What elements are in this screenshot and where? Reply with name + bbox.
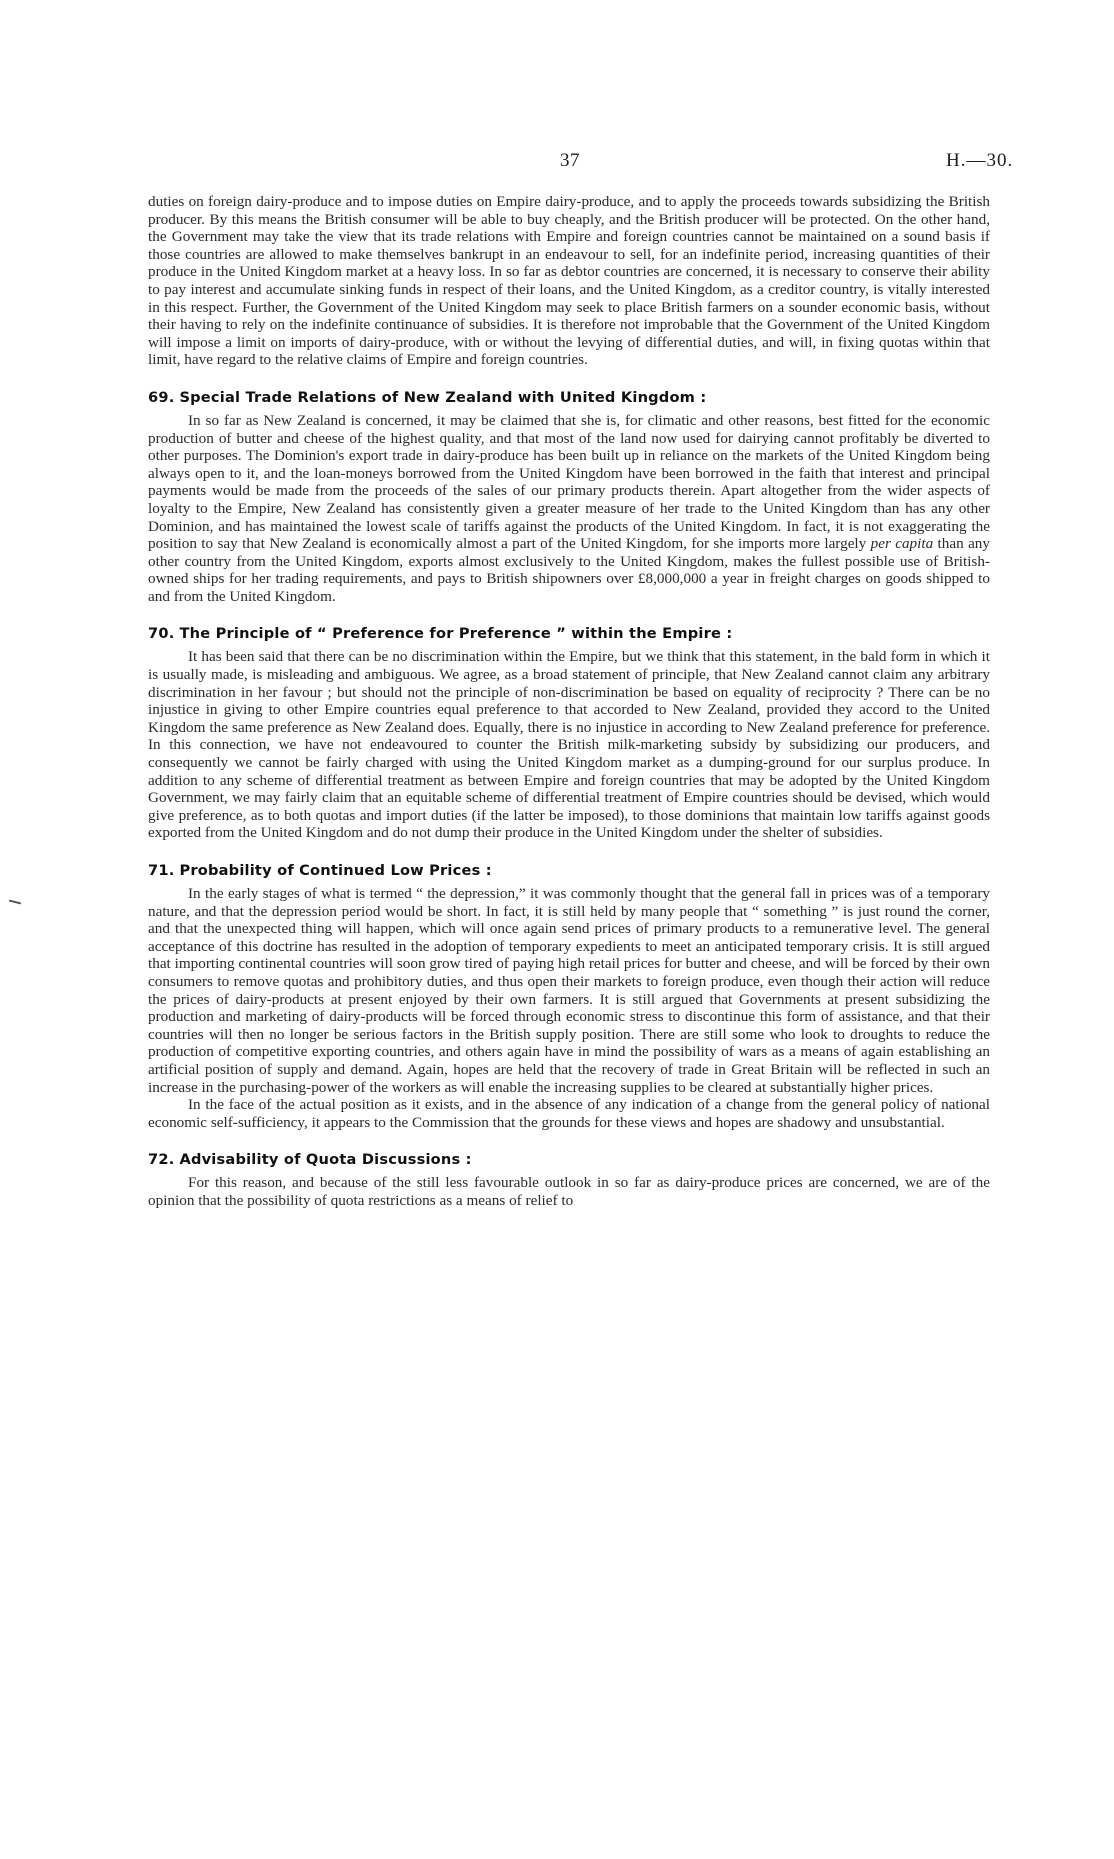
section-69-italic-text: per capita	[870, 535, 934, 553]
section-69-text-part-2: than any other country from the United Kingdom, exports almost exclusively to the United Kingdom, makes the fullest possible use of British-owned ships for her trading requirements, and pays to British shipowners over £8,000,000 a year in freight charges on goods shipped to and from the United Kingdom.	[148, 535, 990, 605]
section-71-heading	[148, 862, 990, 879]
section-70-paragraph: It has been said that there can be no discrimination within the Empire, but we think that this statement, in the bald form in which it is usually made, is misleading and ambiguous. We agree, as a broad statement of principle, that New Zealand cannot claim any arbitrary discrimination in her favour ; but should not the principle of non-discrimination be based on equality of reciprocity ? There can be no injustice in giving to other Empire countries equal preference to that accorded to New Zealand, provided they accord to the United Kingdom the same preference as New Zealand does. Equally, there is no injustice in according to New Zealand preference for preference. In this connection, we have not endeavoured to counter the British milk-marketing subsidy by subsidizing our producers, and consequently we cannot be fairly charged with using the United Kingdom market as a dumping-ground for our surplus produce. In addition to any scheme of differential treatment as between Empire and foreign countries that may be adopted by the United Kingdom Government, we may fairly claim that an equitable scheme of differential treatment of Empire countries should be devised, which would give preference, as to both quotas and import duties (if the latter be imposed), to those dominions that maintain low tariffs against goods exported from the United Kingdom and do not dump their produce in the United Kingdom under the shelter of subsidies.	[148, 648, 990, 842]
document-reference: H.—30.	[946, 150, 1014, 171]
section-72-number: 72.	[148, 1151, 175, 1169]
section-70-number: 70.	[148, 625, 175, 643]
section-72-paragraph: For this reason, and because of the still less favourable outlook in so far as dairy-produce prices are concerned, we are of the opinion that the possibility of quota restrictions as a means of relief to	[148, 1174, 990, 1209]
intro-paragraph: duties on foreign dairy-produce and to impose duties on Empire dairy-produce, and to apply the proceeds towards subsidizing the British producer. By this means the British consumer will be able to buy cheaply, and the British producer will be protected. On the other hand, the Government may take the view that its trade relations with Empire and foreign countries cannot be maintained on a sound basis if those countries are allowed to make themselves bankrupt in an endeavour to sell, for an indefinite period, increasing quantities of their produce in the United Kingdom market at a heavy loss. In so far as debtor countries are concerned, it is necessary to conserve their ability to pay interest and accumulate sinking funds in respect of their loans, and the United Kingdom, as a creditor country, is vitally interested in this respect. Further, the Government of the United Kingdom may seek to place British farmers on a sounder economic basis, without their having to rely on the indefinite continuance of subsidies. It is therefore not improbable that the Government of the United Kingdom will impose a limit on imports of dairy-produce, with or without the levying of differential duties, and will, in fixing quotas within that limit, have regard to the relative claims of Empire and foreign countries.	[148, 193, 990, 369]
section-71-paragraph-1: In the early stages of what is termed “ the depression,” it was commonly thought that the general fall in prices was of a temporary nature, and that the depression period would be short. In fact, it is still held by many people that “ something ” is just round the corner, and that the unexpected thing will happen, which will once again send prices of primary products to a remunerative level. The general acceptance of this doctrine has resulted in the adoption of temporary expedients to meet an anticipated temporary crisis. It is still argued that importing continental countries will soon grow tired of paying high retail prices for butter and cheese, and will be forced by their own consumers to remove quotas and prohibitory duties, and thus open their markets to foreign produce, even though their action will reduce the prices of dairy-products at present enjoyed by their own farmers. It is still argued that Governments at present subsidizing the production and marketing of dairy-products will be forced through economic stress to discontinue this form of assistance, and that their countries will then no longer be serious factors in the British supply position. There are still some who look to droughts to reduce the production of competitive exporting countries, and others again have in mind the possibility of wars as a means of again establishing an artificial position of supply and demand. Again, hopes are held that the recovery of trade in Great Britain will be reflected in such an increase in the purchasing-power of the workers as will enable the increasing supplies to be cleared at substantially higher prices.	[148, 885, 990, 1096]
section-71-title: Probability of Continued Low Prices :	[179, 862, 492, 879]
section-72-title: Advisability of Quota Discussions :	[179, 1151, 472, 1169]
page-header	[0, 150, 1114, 174]
section-71-number: 71.	[148, 862, 175, 879]
document-body	[148, 193, 990, 1210]
section-69-title: Special Trade Relations of New Zealand with United Kingdom :	[179, 388, 707, 406]
section-69-heading	[148, 389, 990, 406]
section-70-title: The Principle of “ Preference for Preference ” within the Empire :	[179, 625, 733, 643]
page-number: 37	[560, 150, 580, 171]
section-72-heading	[148, 1151, 990, 1168]
section-71-paragraph-2: In the face of the actual position as it exists, and in the absence of any indication of a change from the general policy of national economic self-sufficiency, it appears to the Commission that the grounds for these views and hopes are shadowy and unsubstantial.	[148, 1096, 990, 1131]
section-70-heading	[148, 625, 990, 642]
section-69-paragraph	[148, 412, 990, 606]
margin-mark	[9, 900, 21, 905]
section-69-text-part-1: In so far as New Zealand is concerned, it may be claimed that she is, for climatic and other reasons, best fitted for the economic production of butter and cheese of the highest quality, and that most of the land now used for dairying cannot profitably be diverted to other purposes. The Dominion's export trade in dairy-produce has been built up in reliance on the markets of the United Kingdom being always open to it, and the loan-moneys borrowed from the United Kingdom have been borrowed in the faith that interest and principal payments would be made from the proceeds of the sales of our primary products therein. Apart altogether from the wider aspects of loyalty to the Empire, New Zealand has consistently given a greater measure of her trade to the United Kingdom than has any other Dominion, and has maintained the lowest scale of tariffs against the products of the United Kingdom. In fact, it is not exaggerating the position to say that New Zealand is economically almost a part of the United Kingdom, for she imports more largely	[148, 411, 990, 553]
section-69-number: 69.	[148, 388, 175, 406]
